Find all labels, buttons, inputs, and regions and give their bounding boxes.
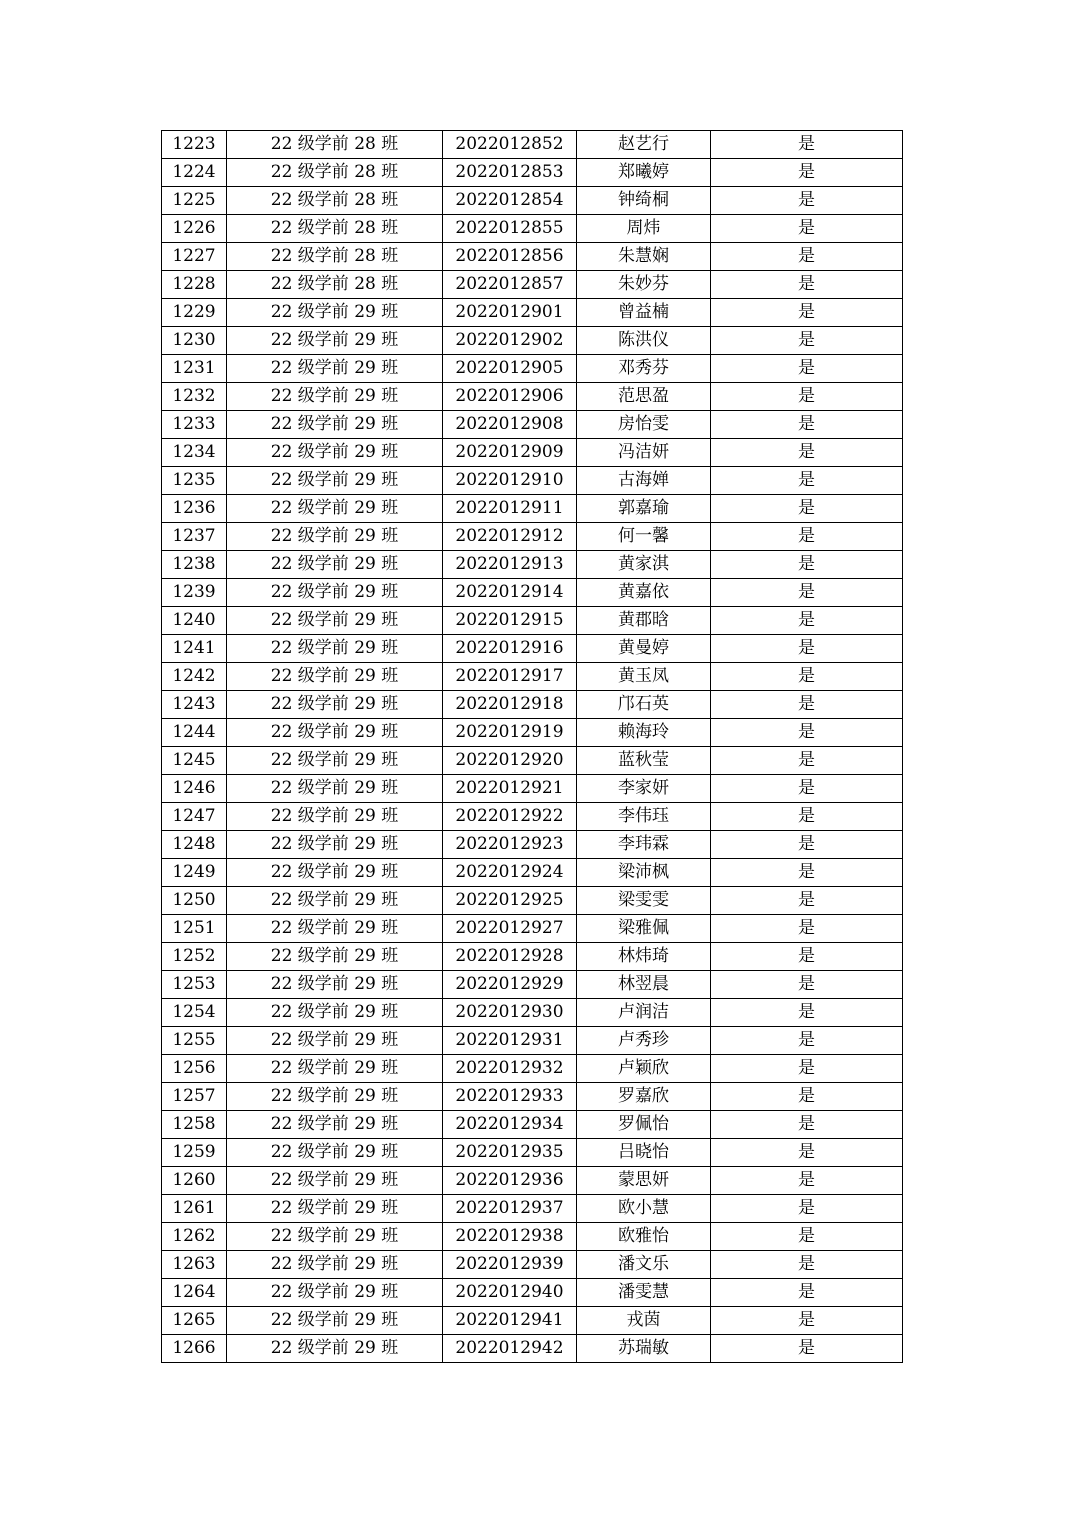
row-number-cell: 1265: [162, 1307, 227, 1335]
student-id-cell: 2022012928: [443, 943, 577, 971]
row-number-cell: 1253: [162, 971, 227, 999]
student-id-cell: 2022012924: [443, 859, 577, 887]
table-row: [162, 355, 903, 383]
row-number-cell: 1250: [162, 887, 227, 915]
status-cell: 是: [711, 635, 903, 663]
row-number-cell: 1259: [162, 1139, 227, 1167]
student-name-cell: 朱慧娴: [577, 243, 711, 271]
class-name-cell: 22 级学前 29 班: [227, 831, 443, 859]
class-name-cell: 22 级学前 29 班: [227, 719, 443, 747]
row-number-cell: 1252: [162, 943, 227, 971]
table-row: [162, 607, 903, 635]
table-row: [162, 1251, 903, 1279]
status-cell: 是: [711, 747, 903, 775]
class-name-cell: 22 级学前 29 班: [227, 607, 443, 635]
student-name-cell: 卢颖欣: [577, 1055, 711, 1083]
row-number-cell: 1242: [162, 663, 227, 691]
student-id-cell: 2022012932: [443, 1055, 577, 1083]
table-row: [162, 1055, 903, 1083]
student-name-cell: 黄家淇: [577, 551, 711, 579]
table-row: [162, 327, 903, 355]
class-name-cell: 22 级学前 29 班: [227, 579, 443, 607]
student-name-cell: 潘文乐: [577, 1251, 711, 1279]
row-number-cell: 1229: [162, 299, 227, 327]
status-cell: 是: [711, 887, 903, 915]
class-name-cell: 22 级学前 29 班: [227, 299, 443, 327]
class-name-cell: 22 级学前 29 班: [227, 1195, 443, 1223]
student-id-cell: 2022012917: [443, 663, 577, 691]
status-cell: 是: [711, 495, 903, 523]
student-name-cell: 欧小慧: [577, 1195, 711, 1223]
status-cell: 是: [711, 775, 903, 803]
student-id-cell: 2022012927: [443, 915, 577, 943]
class-name-cell: 22 级学前 29 班: [227, 1251, 443, 1279]
student-id-cell: 2022012857: [443, 271, 577, 299]
student-id-cell: 2022012914: [443, 579, 577, 607]
table-row: [162, 1139, 903, 1167]
table-row: [162, 831, 903, 859]
class-name-cell: 22 级学前 29 班: [227, 747, 443, 775]
class-name-cell: 22 级学前 29 班: [227, 971, 443, 999]
class-name-cell: 22 级学前 29 班: [227, 523, 443, 551]
status-cell: 是: [711, 439, 903, 467]
student-name-cell: 黄嘉依: [577, 579, 711, 607]
status-cell: 是: [711, 1111, 903, 1139]
class-name-cell: 22 级学前 29 班: [227, 915, 443, 943]
student-id-cell: 2022012922: [443, 803, 577, 831]
status-cell: 是: [711, 1083, 903, 1111]
student-id-cell: 2022012923: [443, 831, 577, 859]
student-name-cell: 周炜: [577, 215, 711, 243]
status-cell: 是: [711, 243, 903, 271]
class-name-cell: 22 级学前 29 班: [227, 411, 443, 439]
class-name-cell: 22 级学前 28 班: [227, 131, 443, 159]
student-name-cell: 赖海玲: [577, 719, 711, 747]
class-name-cell: 22 级学前 29 班: [227, 1279, 443, 1307]
class-name-cell: 22 级学前 29 班: [227, 691, 443, 719]
row-number-cell: 1260: [162, 1167, 227, 1195]
student-name-cell: 潘雯慧: [577, 1279, 711, 1307]
student-name-cell: 梁雅佩: [577, 915, 711, 943]
table-row: [162, 943, 903, 971]
class-name-cell: 22 级学前 29 班: [227, 803, 443, 831]
student-id-cell: 2022012940: [443, 1279, 577, 1307]
table-row: [162, 635, 903, 663]
student-id-cell: 2022012925: [443, 887, 577, 915]
student-id-cell: 2022012915: [443, 607, 577, 635]
row-number-cell: 1225: [162, 187, 227, 215]
class-name-cell: 22 级学前 29 班: [227, 887, 443, 915]
student-name-cell: 曾益楠: [577, 299, 711, 327]
table-row: [162, 719, 903, 747]
student-name-cell: 苏瑞敏: [577, 1335, 711, 1363]
table-row: [162, 999, 903, 1027]
class-name-cell: 22 级学前 29 班: [227, 1111, 443, 1139]
table-row: [162, 383, 903, 411]
class-name-cell: 22 级学前 29 班: [227, 467, 443, 495]
student-name-cell: 林翌晨: [577, 971, 711, 999]
table-row: [162, 887, 903, 915]
row-number-cell: 1263: [162, 1251, 227, 1279]
table-row: [162, 243, 903, 271]
student-name-cell: 房怡雯: [577, 411, 711, 439]
table-row: [162, 523, 903, 551]
row-number-cell: 1227: [162, 243, 227, 271]
status-cell: 是: [711, 467, 903, 495]
student-name-cell: 欧雅怡: [577, 1223, 711, 1251]
row-number-cell: 1231: [162, 355, 227, 383]
student-id-cell: 2022012906: [443, 383, 577, 411]
status-cell: 是: [711, 1167, 903, 1195]
row-number-cell: 1241: [162, 635, 227, 663]
status-cell: 是: [711, 663, 903, 691]
row-number-cell: 1223: [162, 131, 227, 159]
student-id-cell: 2022012935: [443, 1139, 577, 1167]
status-cell: 是: [711, 131, 903, 159]
row-number-cell: 1233: [162, 411, 227, 439]
student-name-cell: 黄曼婷: [577, 635, 711, 663]
student-name-cell: 卢秀珍: [577, 1027, 711, 1055]
table-row: [162, 1223, 903, 1251]
student-id-cell: 2022012905: [443, 355, 577, 383]
student-id-cell: 2022012852: [443, 131, 577, 159]
student-name-cell: 罗佩怡: [577, 1111, 711, 1139]
row-number-cell: 1261: [162, 1195, 227, 1223]
student-name-cell: 郭嘉瑜: [577, 495, 711, 523]
class-name-cell: 22 级学前 29 班: [227, 943, 443, 971]
status-cell: 是: [711, 831, 903, 859]
status-cell: 是: [711, 1335, 903, 1363]
status-cell: 是: [711, 1251, 903, 1279]
status-cell: 是: [711, 1223, 903, 1251]
student-id-cell: 2022012912: [443, 523, 577, 551]
student-id-cell: 2022012930: [443, 999, 577, 1027]
status-cell: 是: [711, 579, 903, 607]
class-name-cell: 22 级学前 29 班: [227, 1307, 443, 1335]
student-name-cell: 陈洪仪: [577, 327, 711, 355]
student-id-cell: 2022012942: [443, 1335, 577, 1363]
table-row: [162, 467, 903, 495]
student-id-cell: 2022012911: [443, 495, 577, 523]
student-id-cell: 2022012921: [443, 775, 577, 803]
table-row: [162, 971, 903, 999]
class-name-cell: 22 级学前 29 班: [227, 355, 443, 383]
student-name-cell: 李伟珏: [577, 803, 711, 831]
student-id-cell: 2022012856: [443, 243, 577, 271]
row-number-cell: 1236: [162, 495, 227, 523]
status-cell: 是: [711, 411, 903, 439]
row-number-cell: 1264: [162, 1279, 227, 1307]
row-number-cell: 1254: [162, 999, 227, 1027]
student-name-cell: 林炜琦: [577, 943, 711, 971]
status-cell: 是: [711, 971, 903, 999]
status-cell: 是: [711, 1027, 903, 1055]
row-number-cell: 1228: [162, 271, 227, 299]
student-name-cell: 赵艺行: [577, 131, 711, 159]
row-number-cell: 1258: [162, 1111, 227, 1139]
student-name-cell: 李玮霖: [577, 831, 711, 859]
student-id-cell: 2022012931: [443, 1027, 577, 1055]
class-name-cell: 22 级学前 29 班: [227, 551, 443, 579]
row-number-cell: 1249: [162, 859, 227, 887]
roster-table-body: [162, 131, 903, 1363]
class-name-cell: 22 级学前 28 班: [227, 187, 443, 215]
status-cell: 是: [711, 1279, 903, 1307]
class-name-cell: 22 级学前 29 班: [227, 1335, 443, 1363]
student-id-cell: 2022012933: [443, 1083, 577, 1111]
row-number-cell: 1246: [162, 775, 227, 803]
row-number-cell: 1247: [162, 803, 227, 831]
status-cell: 是: [711, 551, 903, 579]
status-cell: 是: [711, 215, 903, 243]
class-name-cell: 22 级学前 29 班: [227, 439, 443, 467]
row-number-cell: 1240: [162, 607, 227, 635]
student-id-cell: 2022012936: [443, 1167, 577, 1195]
student-id-cell: 2022012939: [443, 1251, 577, 1279]
class-name-cell: 22 级学前 29 班: [227, 663, 443, 691]
student-name-cell: 邓秀芬: [577, 355, 711, 383]
row-number-cell: 1237: [162, 523, 227, 551]
status-cell: 是: [711, 159, 903, 187]
student-id-cell: 2022012919: [443, 719, 577, 747]
student-name-cell: 罗嘉欣: [577, 1083, 711, 1111]
student-id-cell: 2022012853: [443, 159, 577, 187]
table-row: [162, 159, 903, 187]
table-row: [162, 1307, 903, 1335]
status-cell: 是: [711, 187, 903, 215]
class-name-cell: 22 级学前 29 班: [227, 1055, 443, 1083]
table-row: [162, 1195, 903, 1223]
class-name-cell: 22 级学前 29 班: [227, 327, 443, 355]
student-name-cell: 吕晓怡: [577, 1139, 711, 1167]
row-number-cell: 1245: [162, 747, 227, 775]
table-row: [162, 803, 903, 831]
class-name-cell: 22 级学前 29 班: [227, 999, 443, 1027]
status-cell: 是: [711, 355, 903, 383]
student-name-cell: 郑曦婷: [577, 159, 711, 187]
class-name-cell: 22 级学前 29 班: [227, 1027, 443, 1055]
class-name-cell: 22 级学前 28 班: [227, 215, 443, 243]
status-cell: 是: [711, 859, 903, 887]
status-cell: 是: [711, 1195, 903, 1223]
class-name-cell: 22 级学前 29 班: [227, 1083, 443, 1111]
status-cell: 是: [711, 1055, 903, 1083]
student-name-cell: 蓝秋莹: [577, 747, 711, 775]
student-name-cell: 戎茵: [577, 1307, 711, 1335]
row-number-cell: 1257: [162, 1083, 227, 1111]
row-number-cell: 1266: [162, 1335, 227, 1363]
student-name-cell: 卢润洁: [577, 999, 711, 1027]
status-cell: 是: [711, 299, 903, 327]
student-id-cell: 2022012909: [443, 439, 577, 467]
student-name-cell: 梁雯雯: [577, 887, 711, 915]
status-cell: 是: [711, 719, 903, 747]
row-number-cell: 1235: [162, 467, 227, 495]
row-number-cell: 1234: [162, 439, 227, 467]
table-row: [162, 663, 903, 691]
table-row: [162, 859, 903, 887]
row-number-cell: 1255: [162, 1027, 227, 1055]
table-row: [162, 131, 903, 159]
student-id-cell: 2022012937: [443, 1195, 577, 1223]
student-name-cell: 冯洁妍: [577, 439, 711, 467]
row-number-cell: 1232: [162, 383, 227, 411]
row-number-cell: 1239: [162, 579, 227, 607]
student-name-cell: 范思盈: [577, 383, 711, 411]
student-name-cell: 钟绮桐: [577, 187, 711, 215]
class-name-cell: 22 级学前 29 班: [227, 383, 443, 411]
status-cell: 是: [711, 915, 903, 943]
row-number-cell: 1256: [162, 1055, 227, 1083]
student-id-cell: 2022012854: [443, 187, 577, 215]
student-name-cell: 何一馨: [577, 523, 711, 551]
student-name-cell: 古海婵: [577, 467, 711, 495]
student-id-cell: 2022012920: [443, 747, 577, 775]
table-row: [162, 775, 903, 803]
status-cell: 是: [711, 803, 903, 831]
table-row: [162, 187, 903, 215]
row-number-cell: 1230: [162, 327, 227, 355]
row-number-cell: 1226: [162, 215, 227, 243]
status-cell: 是: [711, 691, 903, 719]
student-name-cell: 蒙思妍: [577, 1167, 711, 1195]
row-number-cell: 1238: [162, 551, 227, 579]
student-id-cell: 2022012910: [443, 467, 577, 495]
row-number-cell: 1248: [162, 831, 227, 859]
class-name-cell: 22 级学前 29 班: [227, 1139, 443, 1167]
student-name-cell: 黄玉凤: [577, 663, 711, 691]
row-number-cell: 1243: [162, 691, 227, 719]
student-id-cell: 2022012901: [443, 299, 577, 327]
table-row: [162, 747, 903, 775]
class-name-cell: 22 级学前 28 班: [227, 243, 443, 271]
status-cell: 是: [711, 327, 903, 355]
class-name-cell: 22 级学前 29 班: [227, 859, 443, 887]
student-id-cell: 2022012902: [443, 327, 577, 355]
class-name-cell: 22 级学前 29 班: [227, 1167, 443, 1195]
status-cell: 是: [711, 999, 903, 1027]
student-id-cell: 2022012913: [443, 551, 577, 579]
status-cell: 是: [711, 943, 903, 971]
table-row: [162, 1167, 903, 1195]
student-name-cell: 朱妙芬: [577, 271, 711, 299]
row-number-cell: 1224: [162, 159, 227, 187]
class-name-cell: 22 级学前 29 班: [227, 635, 443, 663]
student-id-cell: 2022012908: [443, 411, 577, 439]
class-name-cell: 22 级学前 29 班: [227, 1223, 443, 1251]
table-row: [162, 439, 903, 467]
student-name-cell: 梁沛枫: [577, 859, 711, 887]
table-row: [162, 299, 903, 327]
student-name-cell: 李家妍: [577, 775, 711, 803]
student-name-cell: 邝石英: [577, 691, 711, 719]
table-row: [162, 1279, 903, 1307]
status-cell: 是: [711, 383, 903, 411]
table-row: [162, 551, 903, 579]
class-name-cell: 22 级学前 29 班: [227, 495, 443, 523]
status-cell: 是: [711, 1139, 903, 1167]
student-name-cell: 黄郡晗: [577, 607, 711, 635]
student-id-cell: 2022012934: [443, 1111, 577, 1139]
status-cell: 是: [711, 271, 903, 299]
status-cell: 是: [711, 523, 903, 551]
table-row: [162, 1083, 903, 1111]
student-id-cell: 2022012918: [443, 691, 577, 719]
student-id-cell: 2022012938: [443, 1223, 577, 1251]
student-id-cell: 2022012855: [443, 215, 577, 243]
table-row: [162, 271, 903, 299]
table-row: [162, 579, 903, 607]
table-row: [162, 1027, 903, 1055]
table-row: [162, 1111, 903, 1139]
table-row: [162, 691, 903, 719]
row-number-cell: 1251: [162, 915, 227, 943]
status-cell: 是: [711, 607, 903, 635]
student-roster-table: [161, 130, 903, 1363]
student-id-cell: 2022012929: [443, 971, 577, 999]
table-row: [162, 1335, 903, 1363]
class-name-cell: 22 级学前 28 班: [227, 159, 443, 187]
row-number-cell: 1244: [162, 719, 227, 747]
status-cell: 是: [711, 1307, 903, 1335]
table-row: [162, 411, 903, 439]
class-name-cell: 22 级学前 28 班: [227, 271, 443, 299]
row-number-cell: 1262: [162, 1223, 227, 1251]
class-name-cell: 22 级学前 29 班: [227, 775, 443, 803]
student-id-cell: 2022012941: [443, 1307, 577, 1335]
student-id-cell: 2022012916: [443, 635, 577, 663]
table-row: [162, 915, 903, 943]
table-row: [162, 495, 903, 523]
table-row: [162, 215, 903, 243]
